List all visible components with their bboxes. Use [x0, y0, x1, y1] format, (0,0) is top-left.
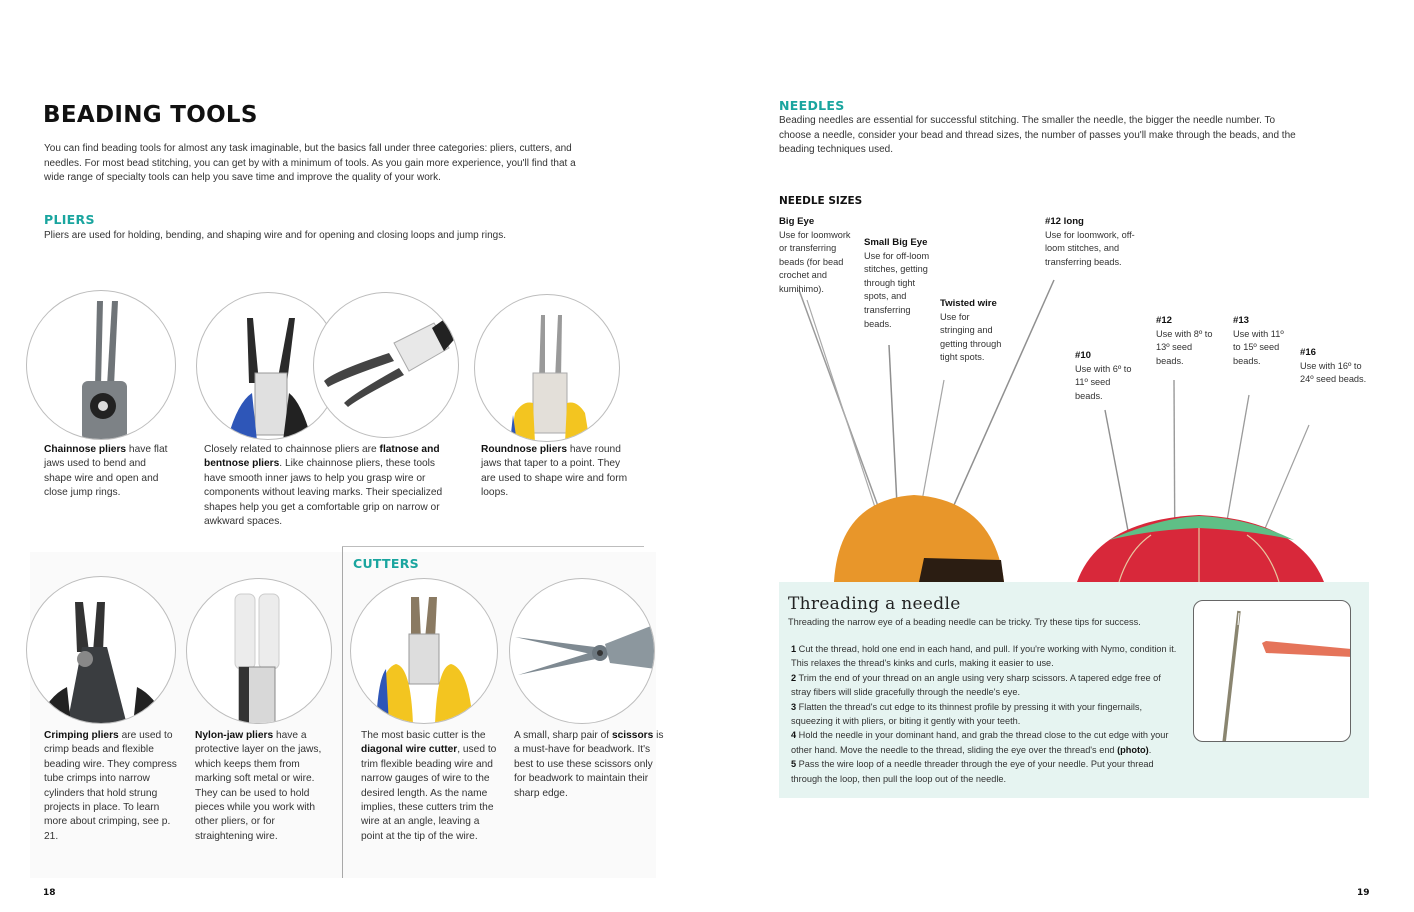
nylon-jaw-pliers-name: Nylon-jaw pliers [195, 730, 274, 741]
sidebar-title: Threading a needle [788, 594, 961, 614]
step-text: Trim the end of your thread on an angle using very sharp scissors. A tapered edge free of stray fibers will slide gracefully through the needle's eye. [791, 672, 1161, 698]
chainnose-pliers-photo [26, 290, 176, 440]
roundnose-pliers-photo [474, 294, 620, 442]
needle-text: Use for stringing and getting through tight spots. [940, 311, 1002, 363]
diagonal-cutter-name: diagonal wire cutter [361, 744, 458, 756]
intro-paragraph: You can find beading tools for almost any task imaginable, but the basics fall under three categories: pliers, cutters, and needles. For most bead stitching, you can get by with a minimum of tools. As you gain more experience, you'll find that a wide range of specialty tools can help you save time and improve the quality of your work. [44, 143, 576, 184]
diagonal-cutter-icon [351, 579, 498, 724]
needle-label-10 [1075, 349, 1135, 403]
needle-text: Use with 6º to 11º seed beads. [1075, 363, 1132, 401]
needle-name: Small Big Eye [864, 237, 928, 248]
needle-label-16 [1300, 346, 1372, 387]
needle-name: Big Eye [779, 216, 815, 227]
step-end: . [1148, 744, 1152, 755]
step-1 [791, 642, 1181, 671]
diagonal-cutter-photo [350, 578, 498, 724]
step-3 [791, 700, 1181, 729]
needle-text: Use for loomwork or transferring beads (for bead crochet and kumihimo). [779, 229, 851, 294]
needle-name: #16 [1300, 347, 1317, 358]
needle-text: Use with 11º to 15º seed beads. [1233, 328, 1284, 366]
chainnose-pliers-name: Chainnose pliers [44, 444, 127, 455]
step-2 [791, 671, 1181, 700]
crimping-pliers-icon [27, 577, 176, 724]
needle-name: #13 [1233, 315, 1250, 326]
needle-label-twisted-wire [940, 297, 1006, 365]
flatnose-pliers-text: . Like chainnose pliers, these tools have smooth inner jaws to help you grasp wire or components without leaving marks. Their specialized shapes help you get a comfortable grip on narrow or awkward spaces. [204, 458, 443, 528]
roundnose-pliers-name: Roundnose pliers [481, 444, 568, 455]
needle-text: Use with 16º to 24º seed beads. [1300, 360, 1367, 385]
step-number: 5 [791, 759, 797, 770]
flatnose-pliers-caption [204, 443, 449, 529]
nylon-jaw-pliers-photo [186, 578, 332, 724]
scissors-photo [509, 578, 655, 724]
needle-name: #10 [1075, 350, 1092, 361]
step-text: Pass the wire loop of a needle threader through the eye of your needle. Put your thread through the loop, then pull the loop out of the needle. [791, 759, 1154, 784]
needle-label-big-eye [779, 215, 859, 297]
pliers-description: Pliers are used for holding, bending, and shaping wire and for opening and closing loops and jump rings. [44, 230, 506, 241]
photo-reference: (photo) [1117, 744, 1149, 755]
nylon-jaw-pliers-text: have a protective layer on the jaws, which keeps them from marking soft metal or wire. They can be used to hold pieces while you work with other pliers, or for straightening wire. [195, 730, 322, 842]
sidebar-subtitle: Threading the narrow eye of a beading needle can be tricky. Try these tips for success. [788, 617, 1141, 627]
needle-text: Use for loomwork, off-loom stitches, and transferring beads. [1045, 229, 1135, 267]
chainnose-pliers-caption [44, 443, 174, 501]
scissors-caption [514, 729, 664, 801]
step-number: 3 [791, 701, 797, 712]
page-title: BEADING TOOLS [43, 102, 258, 128]
cutters-divider-horizontal [342, 546, 644, 547]
needle-label-13 [1233, 314, 1293, 368]
scissors-icon [510, 579, 655, 724]
page-number-right: 19 [1357, 888, 1370, 898]
diagonal-cutter-pre: The most basic cutter is the [361, 730, 486, 741]
step-number: 4 [791, 730, 797, 741]
step-text: Cut the thread, hold one end in each hand, and pull. If you're working with Nymo, condition it. This relaxes the thread's kinks and curls, making it easier to use. [791, 644, 1177, 669]
needle-name: Twisted wire [940, 298, 997, 309]
diagonal-cutter-caption [361, 729, 501, 844]
step-4 [791, 728, 1181, 757]
needles-description: Beading needles are essential for successful stitching. The smaller the needle, the bigger the needle number. To choose a needle, consider your bead and thread sizes, the number of passes you'll make through the beads, and the beading techniques used. [779, 115, 1296, 156]
page-number-left: 18 [43, 888, 56, 898]
roundnose-pliers-text: have round jaws that taper to a point. They are used to shape wire and form loops. [481, 444, 628, 499]
threading-photo [1193, 600, 1351, 742]
roundnose-pliers-icon [475, 295, 620, 442]
flatnose-pliers-pre: Closely related to chainnose pliers are [204, 444, 380, 455]
flatnose-pliers-name: flatnose and bentnose pliers [204, 444, 440, 470]
needle-label-12-long [1045, 215, 1145, 269]
needle-text: Use with 8º to 13º seed beads. [1156, 328, 1213, 366]
needle-name: #12 long [1045, 216, 1084, 227]
crimping-pliers-text: are used to crimp beads and flexible beading wire. They compress tube crimps into narrow cylinders that hold strung projects in place. To learn more about crimping, see p. 21. [44, 730, 177, 842]
chainnose-pliers-icon [27, 291, 176, 440]
crimping-pliers-photo [26, 576, 176, 724]
chainnose-pliers-text: have flat jaws used to bend and shape wire and open and close jump rings. [44, 444, 168, 499]
scissors-text: is a must-have for beadwork. It's best to use these scissors only for beadwork to maintain their sharp edge. [514, 730, 664, 799]
step-text: Flatten the thread's cut edge to its thinnest profile by pressing it with your fingernails, squeezing it with pliers, or biting it gently with your teeth. [791, 701, 1143, 727]
roundnose-pliers-caption [481, 443, 633, 501]
bentnose-pliers-photo [313, 292, 459, 438]
step-5 [791, 757, 1181, 786]
cutters-divider-vertical [342, 546, 343, 878]
step-text: Hold the needle in your dominant hand, and grab the thread close to the cut edge with your other hand. Move the needle to the thread, sliding the eye over the thread's end [791, 730, 1169, 755]
needle-label-small-big-eye [864, 236, 936, 331]
diagonal-cutter-text: , used to trim flexible beading wire and narrow gauges of wire to the desired length. As the name implies, these cutters trim the wire at an angle, leaving a point at the tip of the wire. [361, 744, 497, 842]
pliers-heading: PLIERS [44, 212, 95, 227]
needle-text: Use for off-loom stitches, getting through tight spots, and transferring beads. [864, 250, 930, 329]
nylon-jaw-pliers-caption [195, 729, 333, 844]
step-number: 2 [791, 672, 797, 683]
scissors-pre: A small, sharp pair of [514, 730, 612, 741]
step-number: 1 [791, 644, 797, 654]
crimping-pliers-caption [44, 729, 182, 844]
scissors-name: scissors [611, 730, 654, 741]
needle-and-thread-icon [1194, 601, 1351, 742]
sidebar-steps [791, 642, 1181, 786]
bentnose-pliers-icon [314, 293, 459, 438]
cutters-heading: CUTTERS [353, 556, 419, 571]
nylon-jaw-pliers-icon [187, 579, 332, 724]
needles-heading: NEEDLES [779, 98, 845, 113]
needle-sizes-heading: NEEDLE SIZES [779, 195, 863, 207]
needle-name: #12 [1156, 315, 1173, 326]
needle-label-12 [1156, 314, 1216, 368]
crimping-pliers-name: Crimping pliers [44, 730, 119, 741]
